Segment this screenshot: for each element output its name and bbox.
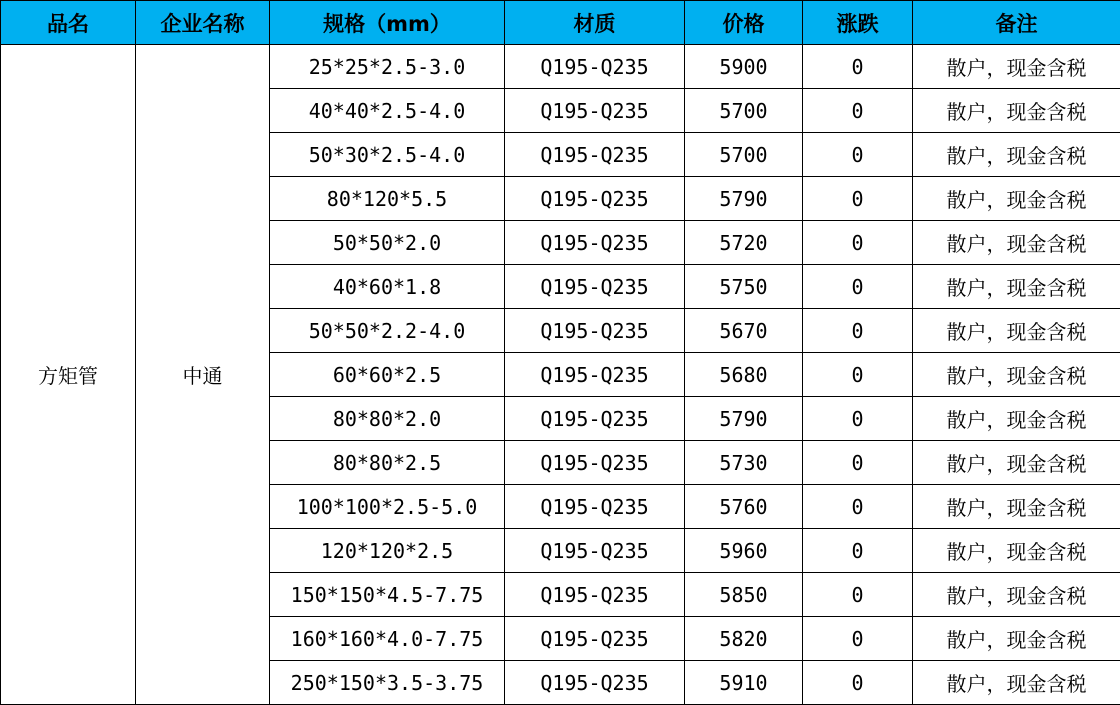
change-cell: 0 bbox=[803, 221, 913, 265]
spec-cell: 50*50*2.0 bbox=[270, 221, 505, 265]
change-cell: 0 bbox=[803, 265, 913, 309]
header-material: 材质 bbox=[505, 1, 685, 45]
material-cell: Q195-Q235 bbox=[505, 529, 685, 573]
spec-cell: 250*150*3.5-3.75 bbox=[270, 661, 505, 705]
price-cell: 5820 bbox=[685, 617, 803, 661]
note-cell: 散户，现金含税 bbox=[913, 221, 1120, 265]
note-cell: 散户，现金含税 bbox=[913, 617, 1120, 661]
header-price: 价格 bbox=[685, 1, 803, 45]
change-cell: 0 bbox=[803, 45, 913, 89]
spec-cell: 40*40*2.5-4.0 bbox=[270, 89, 505, 133]
note-cell: 散户，现金含税 bbox=[913, 309, 1120, 353]
change-cell: 0 bbox=[803, 397, 913, 441]
material-cell: Q195-Q235 bbox=[505, 485, 685, 529]
company-cell: 中通 bbox=[136, 45, 270, 705]
material-cell: Q195-Q235 bbox=[505, 89, 685, 133]
table-body bbox=[1, 45, 1120, 705]
note-cell: 散户，现金含税 bbox=[913, 89, 1120, 133]
price-cell: 5730 bbox=[685, 441, 803, 485]
note-cell: 散户，现金含税 bbox=[913, 45, 1120, 89]
price-cell: 5720 bbox=[685, 221, 803, 265]
product-name-cell: 方矩管 bbox=[1, 45, 136, 705]
change-cell: 0 bbox=[803, 661, 913, 705]
change-cell: 0 bbox=[803, 177, 913, 221]
table-row bbox=[1, 45, 1120, 89]
note-cell: 散户，现金含税 bbox=[913, 573, 1120, 617]
note-cell: 散户，现金含税 bbox=[913, 353, 1120, 397]
spec-cell: 150*150*4.5-7.75 bbox=[270, 573, 505, 617]
change-cell: 0 bbox=[803, 617, 913, 661]
note-cell: 散户，现金含税 bbox=[913, 485, 1120, 529]
spec-cell: 50*30*2.5-4.0 bbox=[270, 133, 505, 177]
header-note: 备注 bbox=[913, 1, 1120, 45]
price-cell: 5900 bbox=[685, 45, 803, 89]
price-cell: 5750 bbox=[685, 265, 803, 309]
price-cell: 5850 bbox=[685, 573, 803, 617]
note-cell: 散户，现金含税 bbox=[913, 177, 1120, 221]
material-cell: Q195-Q235 bbox=[505, 573, 685, 617]
price-cell: 5700 bbox=[685, 89, 803, 133]
spec-cell: 60*60*2.5 bbox=[270, 353, 505, 397]
note-cell: 散户，现金含税 bbox=[913, 397, 1120, 441]
spec-cell: 80*80*2.0 bbox=[270, 397, 505, 441]
table-header bbox=[1, 1, 1120, 45]
note-cell: 散户，现金含税 bbox=[913, 441, 1120, 485]
spec-cell: 25*25*2.5-3.0 bbox=[270, 45, 505, 89]
price-cell: 5700 bbox=[685, 133, 803, 177]
spec-cell: 120*120*2.5 bbox=[270, 529, 505, 573]
material-cell: Q195-Q235 bbox=[505, 265, 685, 309]
price-cell: 5790 bbox=[685, 397, 803, 441]
header-product-name: 品名 bbox=[1, 1, 136, 45]
material-cell: Q195-Q235 bbox=[505, 309, 685, 353]
price-cell: 5680 bbox=[685, 353, 803, 397]
price-cell: 5960 bbox=[685, 529, 803, 573]
change-cell: 0 bbox=[803, 529, 913, 573]
change-cell: 0 bbox=[803, 573, 913, 617]
price-cell: 5670 bbox=[685, 309, 803, 353]
change-cell: 0 bbox=[803, 485, 913, 529]
header-row bbox=[1, 1, 1120, 45]
change-cell: 0 bbox=[803, 441, 913, 485]
header-spec: 规格（mm） bbox=[270, 1, 505, 45]
material-cell: Q195-Q235 bbox=[505, 133, 685, 177]
price-cell: 5790 bbox=[685, 177, 803, 221]
material-cell: Q195-Q235 bbox=[505, 221, 685, 265]
material-cell: Q195-Q235 bbox=[505, 661, 685, 705]
change-cell: 0 bbox=[803, 309, 913, 353]
spec-cell: 160*160*4.0-7.75 bbox=[270, 617, 505, 661]
header-company: 企业名称 bbox=[136, 1, 270, 45]
material-cell: Q195-Q235 bbox=[505, 441, 685, 485]
spec-cell: 40*60*1.8 bbox=[270, 265, 505, 309]
change-cell: 0 bbox=[803, 89, 913, 133]
note-cell: 散户，现金含税 bbox=[913, 265, 1120, 309]
spec-cell: 80*80*2.5 bbox=[270, 441, 505, 485]
spec-cell: 50*50*2.2-4.0 bbox=[270, 309, 505, 353]
spec-cell: 100*100*2.5-5.0 bbox=[270, 485, 505, 529]
note-cell: 散户，现金含税 bbox=[913, 529, 1120, 573]
price-cell: 5760 bbox=[685, 485, 803, 529]
material-cell: Q195-Q235 bbox=[505, 353, 685, 397]
material-cell: Q195-Q235 bbox=[505, 397, 685, 441]
price-cell: 5910 bbox=[685, 661, 803, 705]
note-cell: 散户，现金含税 bbox=[913, 133, 1120, 177]
material-cell: Q195-Q235 bbox=[505, 177, 685, 221]
change-cell: 0 bbox=[803, 133, 913, 177]
header-change: 涨跌 bbox=[803, 1, 913, 45]
change-cell: 0 bbox=[803, 353, 913, 397]
spec-cell: 80*120*5.5 bbox=[270, 177, 505, 221]
material-cell: Q195-Q235 bbox=[505, 45, 685, 89]
note-cell: 散户，现金含税 bbox=[913, 661, 1120, 705]
material-cell: Q195-Q235 bbox=[505, 617, 685, 661]
